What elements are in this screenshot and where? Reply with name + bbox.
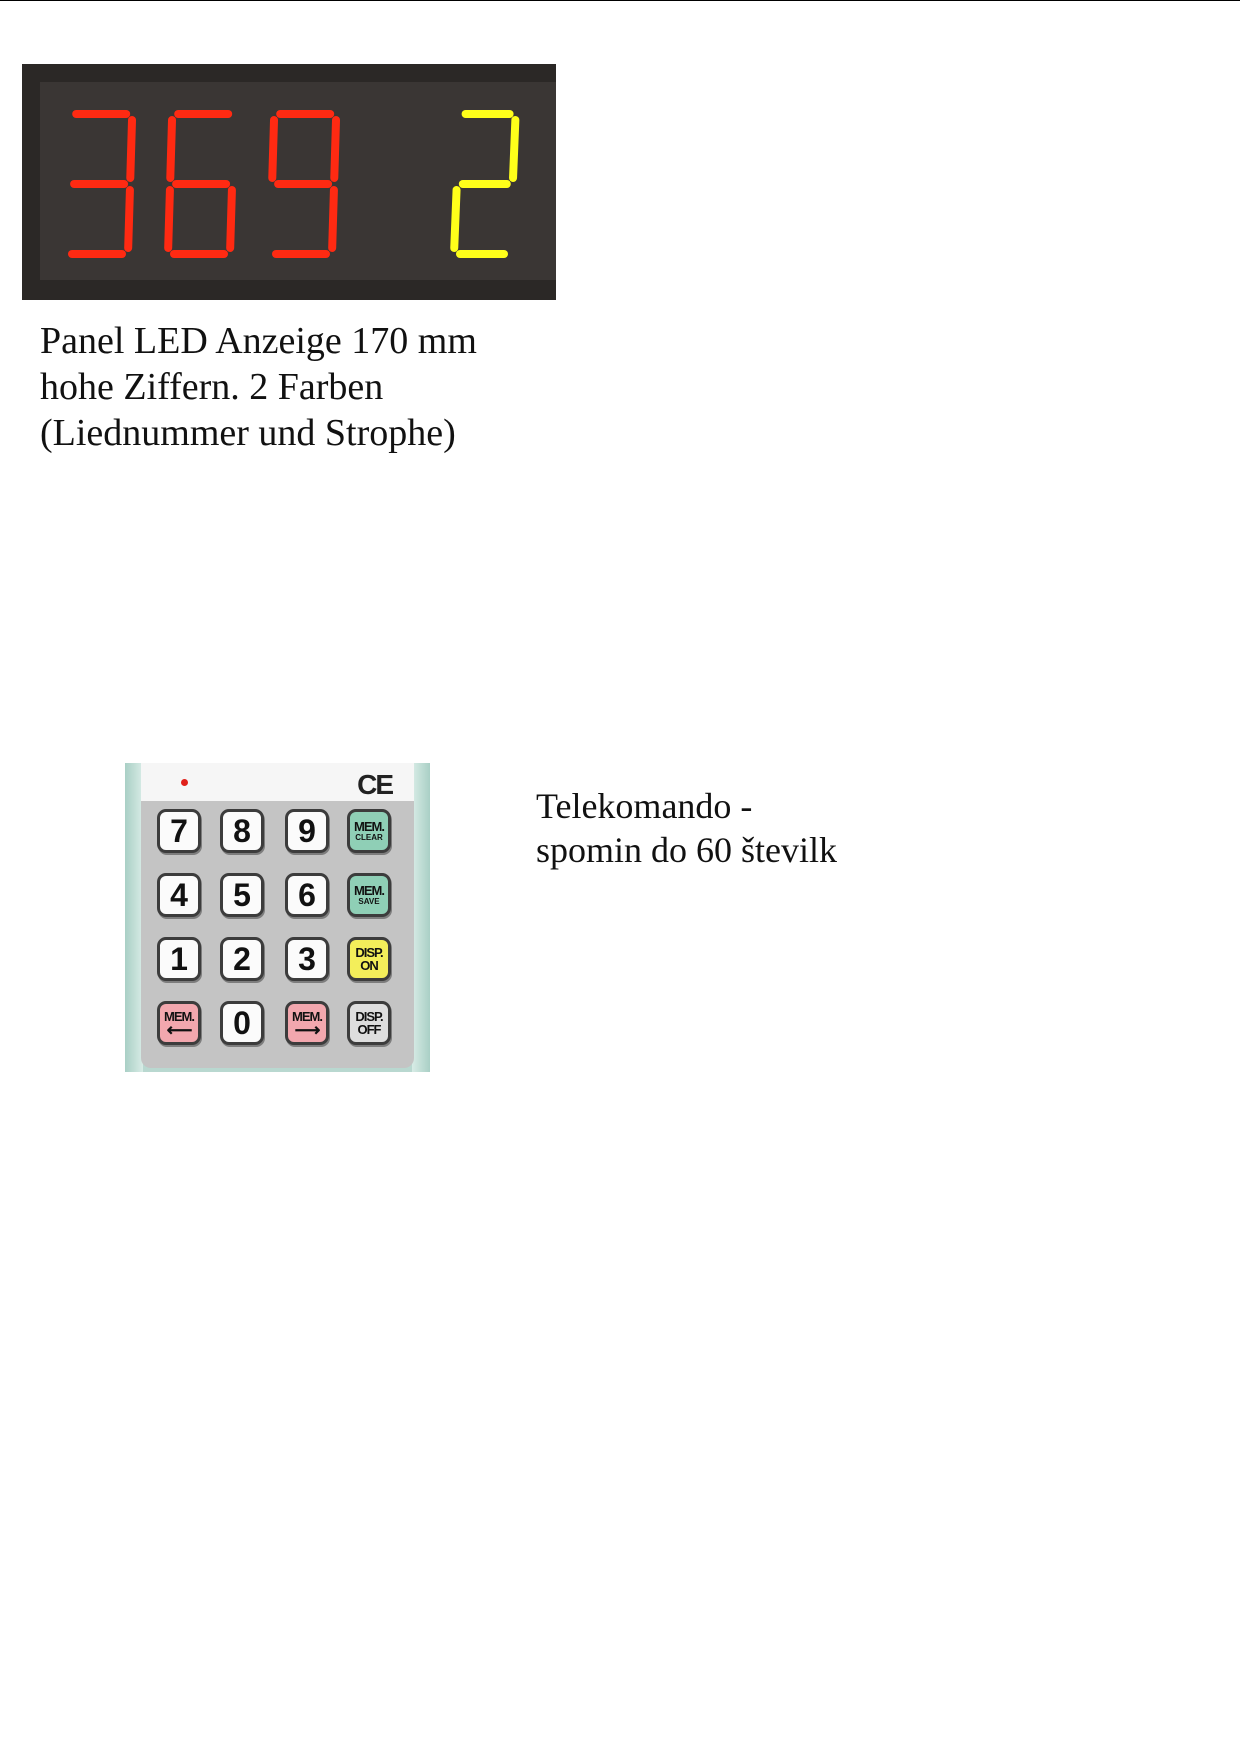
arrow-left-icon: ⟵ [166, 1019, 192, 1040]
panel-caption-line2: hohe Ziffern. 2 Farben [40, 366, 384, 408]
song-digit-1-segment-c [128, 190, 130, 248]
remote-caption [536, 784, 837, 872]
panel-caption [40, 318, 560, 456]
top-rule [0, 0, 1240, 1]
mem-forward-label: MEM. [292, 1008, 322, 1024]
key-2[interactable]: 2 [220, 937, 264, 981]
mem-save-sublabel: SAVE [358, 897, 380, 906]
key-8[interactable]: 8 [220, 809, 264, 853]
key-6[interactable]: 6 [285, 873, 329, 917]
song-digit-2-segment-c [230, 190, 232, 248]
key-4[interactable]: 4 [157, 873, 201, 917]
mem-clear-button[interactable] [347, 809, 391, 853]
song-digit-2-segment-e [168, 190, 170, 248]
remote-caption-line2: spomin do 60 številk [536, 830, 838, 870]
led-display-panel [22, 64, 556, 300]
song-digit-1-segment-b [130, 120, 132, 178]
mem-back-label: MEM. [164, 1008, 194, 1024]
key-3[interactable]: 3 [285, 937, 329, 981]
disp-off-sublabel: OFF [357, 1022, 381, 1037]
song-digit-3-segment-f [272, 120, 274, 178]
mem-clear-label: MEM. [354, 819, 384, 834]
remote-caption-line1: Telekomando - [536, 786, 753, 826]
disp-off-label: DISP. [355, 1009, 383, 1024]
remote-indicator-light [181, 779, 188, 786]
key-5[interactable]: 5 [220, 873, 264, 917]
mem-save-button[interactable] [347, 873, 391, 917]
mem-save-label: MEM. [354, 883, 384, 898]
disp-on-sublabel: ON [360, 958, 378, 973]
key-1[interactable]: 1 [157, 937, 201, 981]
song-digit-3-segment-c [332, 190, 334, 248]
verse-digit-segment-b [513, 120, 515, 178]
disp-off-button[interactable] [347, 1001, 391, 1045]
remote-side-right [412, 763, 430, 1072]
disp-on-button[interactable] [347, 937, 391, 981]
mem-back-button[interactable] [157, 1001, 201, 1045]
arrow-right-icon: ⟶ [294, 1019, 320, 1040]
key-7[interactable]: 7 [157, 809, 201, 853]
panel-caption-line1: Panel LED Anzeige 170 mm [40, 320, 477, 362]
song-digit-2-segment-f [170, 120, 172, 178]
led-digits [22, 64, 556, 300]
panel-caption-line3: (Liednummer und Strophe) [40, 412, 456, 454]
remote-control [125, 763, 430, 1072]
key-0[interactable]: 0 [220, 1001, 264, 1045]
mem-forward-button[interactable] [285, 1001, 329, 1045]
ce-mark: CE [357, 769, 392, 800]
key-9[interactable]: 9 [285, 809, 329, 853]
verse-digit-segment-e [454, 190, 456, 248]
disp-on-label: DISP. [355, 945, 383, 960]
mem-clear-sublabel: CLEAR [355, 833, 383, 842]
song-digit-3-segment-b [334, 120, 336, 178]
